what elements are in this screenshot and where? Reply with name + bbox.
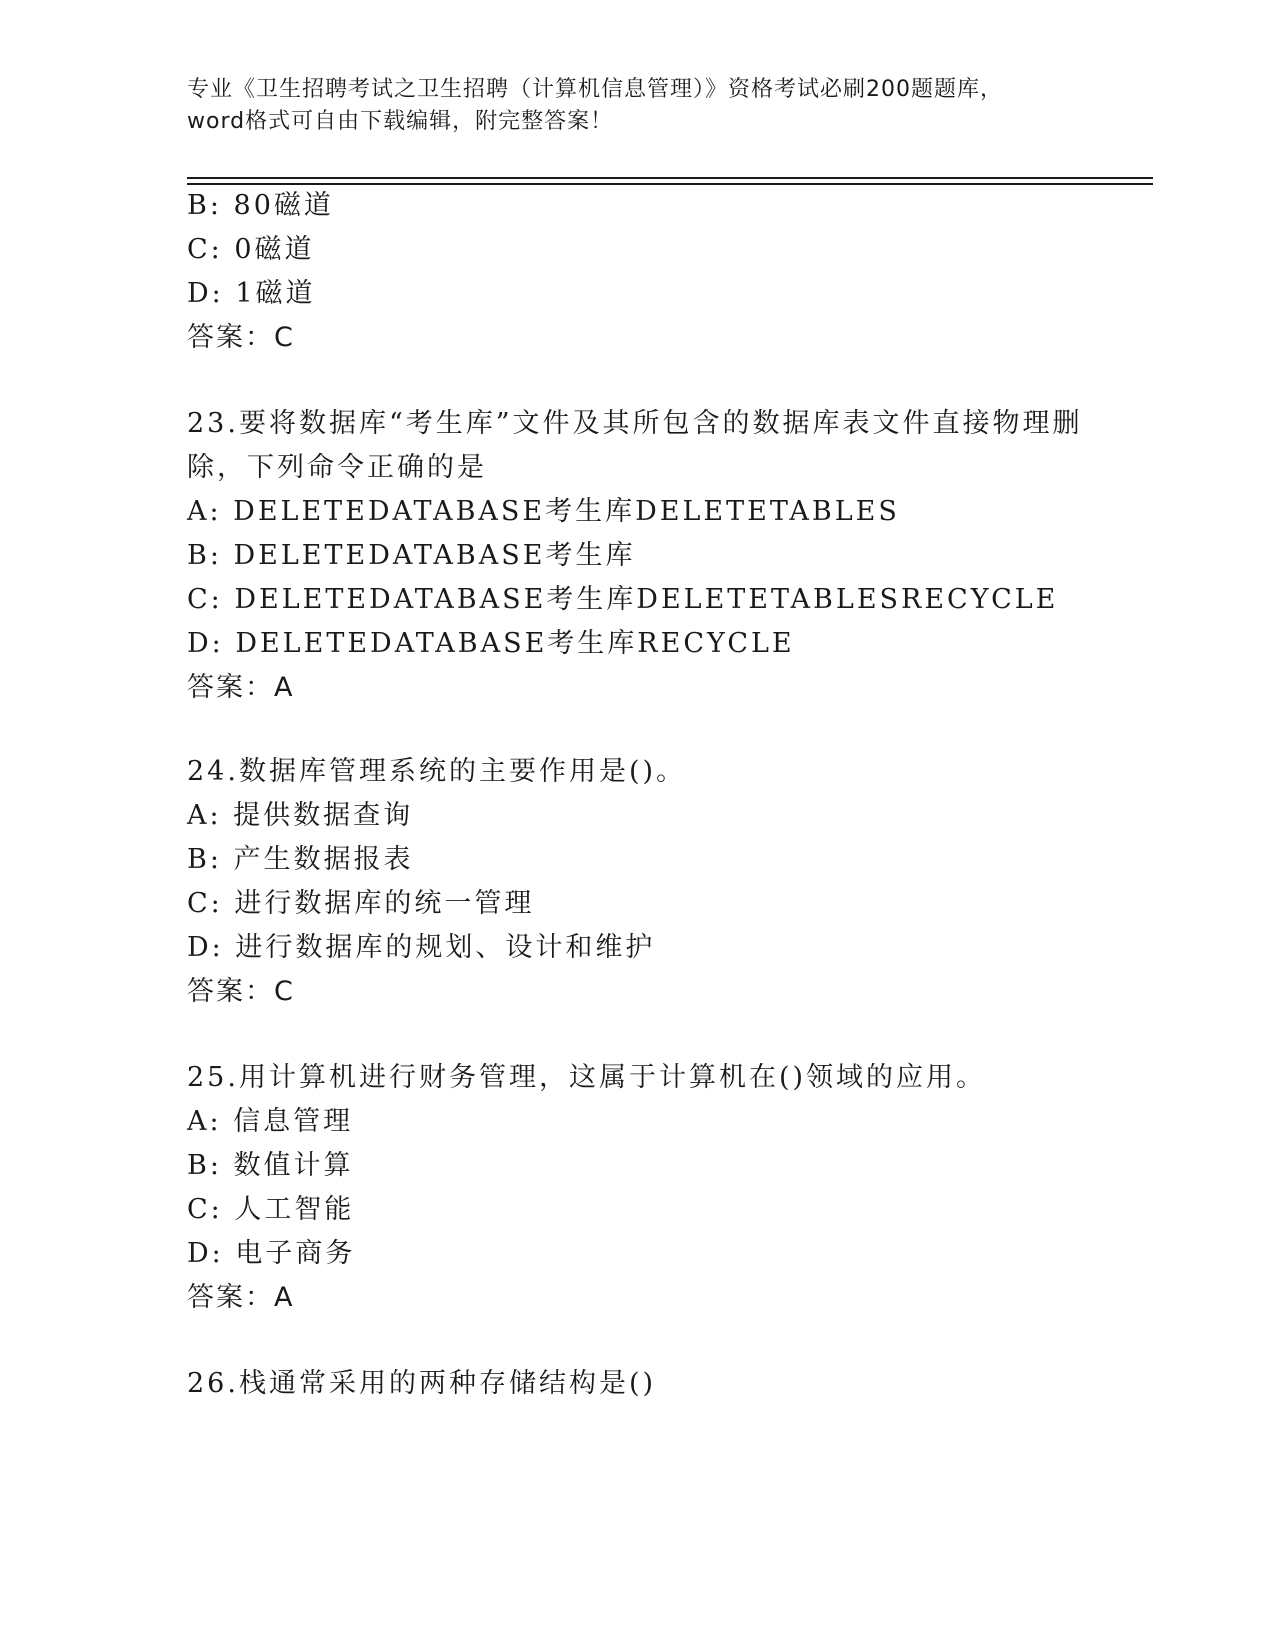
header-divider-bottom bbox=[187, 183, 1153, 185]
q23-answer: 答案：A bbox=[187, 672, 295, 703]
q23-option-d: D: DELETEDATABASE考生库RECYCLE bbox=[187, 628, 795, 659]
q24-stem: 24.数据库管理系统的主要作用是()。 bbox=[187, 756, 687, 787]
q24-option-a: A: 提供数据查询 bbox=[187, 800, 414, 831]
q24-option-c: C: 进行数据库的统一管理 bbox=[187, 888, 535, 919]
document-header bbox=[187, 74, 1087, 138]
q24-option-b: B: 产生数据报表 bbox=[187, 844, 414, 875]
q23-stem-line1: 23.要将数据库“考生库”文件及其所包含的数据库表文件直接物理删 bbox=[187, 408, 1083, 439]
header-title-line2: word格式可自由下载编辑，附完整答案！ bbox=[187, 109, 614, 134]
q22-option-d: D: 1磁道 bbox=[187, 278, 316, 309]
q23-stem-line2: 除，下列命令正确的是 bbox=[187, 452, 487, 483]
q25-option-a: A: 信息管理 bbox=[187, 1106, 354, 1137]
header-title-line1: 专业《卫生招聘考试之卫生招聘（计算机信息管理）》资格考试必刷200题题库， bbox=[187, 77, 1003, 102]
q25-option-b: B: 数值计算 bbox=[187, 1150, 354, 1181]
q25-stem: 25.用计算机进行财务管理，这属于计算机在()领域的应用。 bbox=[187, 1062, 987, 1093]
q23-option-c: C: DELETEDATABASE考生库DELETETABLESRECYCLE bbox=[187, 584, 1059, 615]
q23-option-a: A: DELETEDATABASE考生库DELETETABLES bbox=[187, 496, 900, 527]
q26-stem: 26.栈通常采用的两种存储结构是() bbox=[187, 1368, 657, 1399]
q25-option-c: C: 人工智能 bbox=[187, 1194, 355, 1225]
q23-option-b: B: DELETEDATABASE考生库 bbox=[187, 540, 636, 571]
q22-option-b: B: 80磁道 bbox=[187, 190, 334, 221]
q25-answer: 答案：A bbox=[187, 1282, 295, 1313]
q24-option-d: D: 进行数据库的规划、设计和维护 bbox=[187, 932, 656, 963]
q25-option-d: D: 电子商务 bbox=[187, 1238, 356, 1269]
header-divider-top bbox=[187, 177, 1153, 179]
q22-answer: 答案：C bbox=[187, 322, 295, 353]
q24-answer: 答案：C bbox=[187, 976, 295, 1007]
q22-option-c: C: 0磁道 bbox=[187, 234, 315, 265]
